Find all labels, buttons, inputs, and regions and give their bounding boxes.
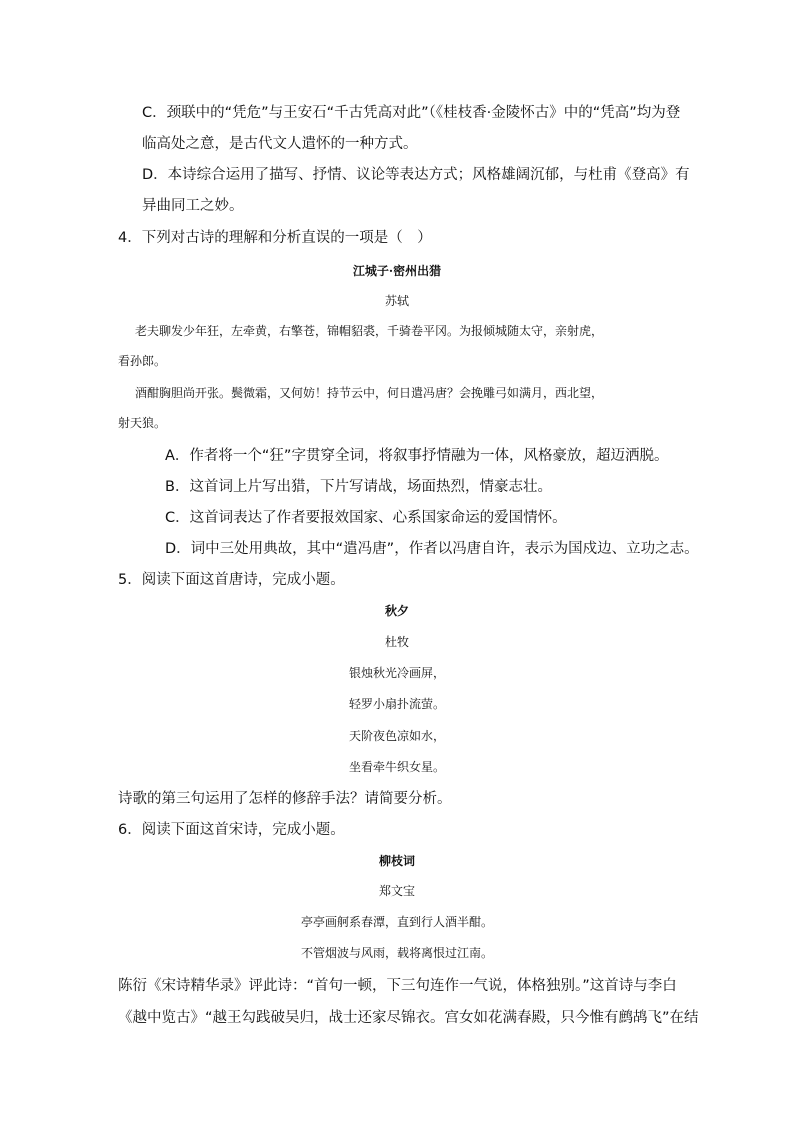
q5-question: 诗歌的第三句运用了怎样的修辞手法？请简要分析。 (118, 791, 452, 807)
q6-poem-line: 不管烟波与风雨，载将离恨过江南。 (300, 946, 493, 960)
q5-poem-title: 秋夕 (384, 604, 409, 618)
q5-poem-author: 杜牧 (384, 635, 409, 649)
q6-poem-author: 郑文宝 (378, 884, 415, 898)
q4-option-c: C．这首词表达了作者要报效国家、心系国家命运的爱国情怀。 (165, 510, 567, 526)
q4-poem-p2-line2: 射天狼。 (118, 416, 167, 430)
q3-option-d-line1: D．本诗综合运用了描写、抒情、议论等表达方式；风格雄阔沉郁，与杜甫《登高》有 (142, 167, 690, 183)
q5-poem-line: 银烛秋光冷画屏， (348, 666, 445, 680)
q4-stem: 4．下列对古诗的理解和分析直误的一项是（ ） (118, 230, 432, 246)
q6-stem: 6．阅读下面这首宋诗，完成小题。 (118, 822, 345, 838)
q3-option-d-line2: 异曲同工之妙。 (142, 198, 244, 214)
q6-commentary-line1: 陈衍《宋诗精华录》评此诗：“首句一顿，下三句连作一气说，体格独别。”这首诗与李白 (118, 978, 677, 994)
q4-poem-p2-line1: 酒酣胸胆尚开张。鬓微霜，又何妨！持节云中，何日遣冯唐？会挽雕弓如满月，西北望， (135, 386, 604, 400)
q4-poem-p1-line1: 老夫聊发少年狂，左牵黄，右擎苍，锦帽貂裘，千骑卷平冈。为报倾城随太守，亲射虎， (135, 324, 604, 338)
q6-commentary-line2: 《越中览古》“越王勾践破吴归，战士还家尽锦衣。宫女如花满春殿，只今惟有鹧鸪飞”在结 (118, 1010, 699, 1026)
q4-option-a: A．作者将一个“狂”字贯穿全词，将叙事抒情融为一体，风格豪放，超迈洒脱。 (165, 448, 669, 464)
q6-poem-line: 亭亭画舸系春潭，直到行人酒半酣。 (300, 915, 493, 929)
q5-poem-line: 天阶夜色凉如水， (348, 729, 445, 743)
q4-poem-author: 苏轼 (384, 294, 409, 308)
q6-poem-title: 柳枝词 (378, 854, 415, 868)
q4-poem-p1-line2: 看孙郎。 (118, 354, 167, 368)
q5-stem: 5．阅读下面这首唐诗，完成小题。 (118, 572, 345, 588)
q5-poem-line: 轻罗小扇扑流萤。 (348, 697, 445, 711)
q5-poem-line: 坐看牵牛织女星。 (348, 760, 445, 774)
q3-option-c-line2: 临高处之意，是古代文人遣怀的一种方式。 (142, 136, 418, 152)
q4-option-b: B．这首词上片写出猎，下片写请战，场面热烈，情豪志壮。 (165, 479, 552, 495)
q4-poem-title: 江城子·密州出猎 (352, 264, 442, 278)
q3-option-c-line1: C．颈联中的“凭危”与王安石“千古凭高对此”（《桂枝香·金陵怀古》中的“凭高”均为登 (142, 105, 681, 121)
q4-option-d: D．词中三处用典故，其中“遣冯唐”，作者以冯唐自许，表示为国戍边、立功之志。 (165, 541, 699, 557)
